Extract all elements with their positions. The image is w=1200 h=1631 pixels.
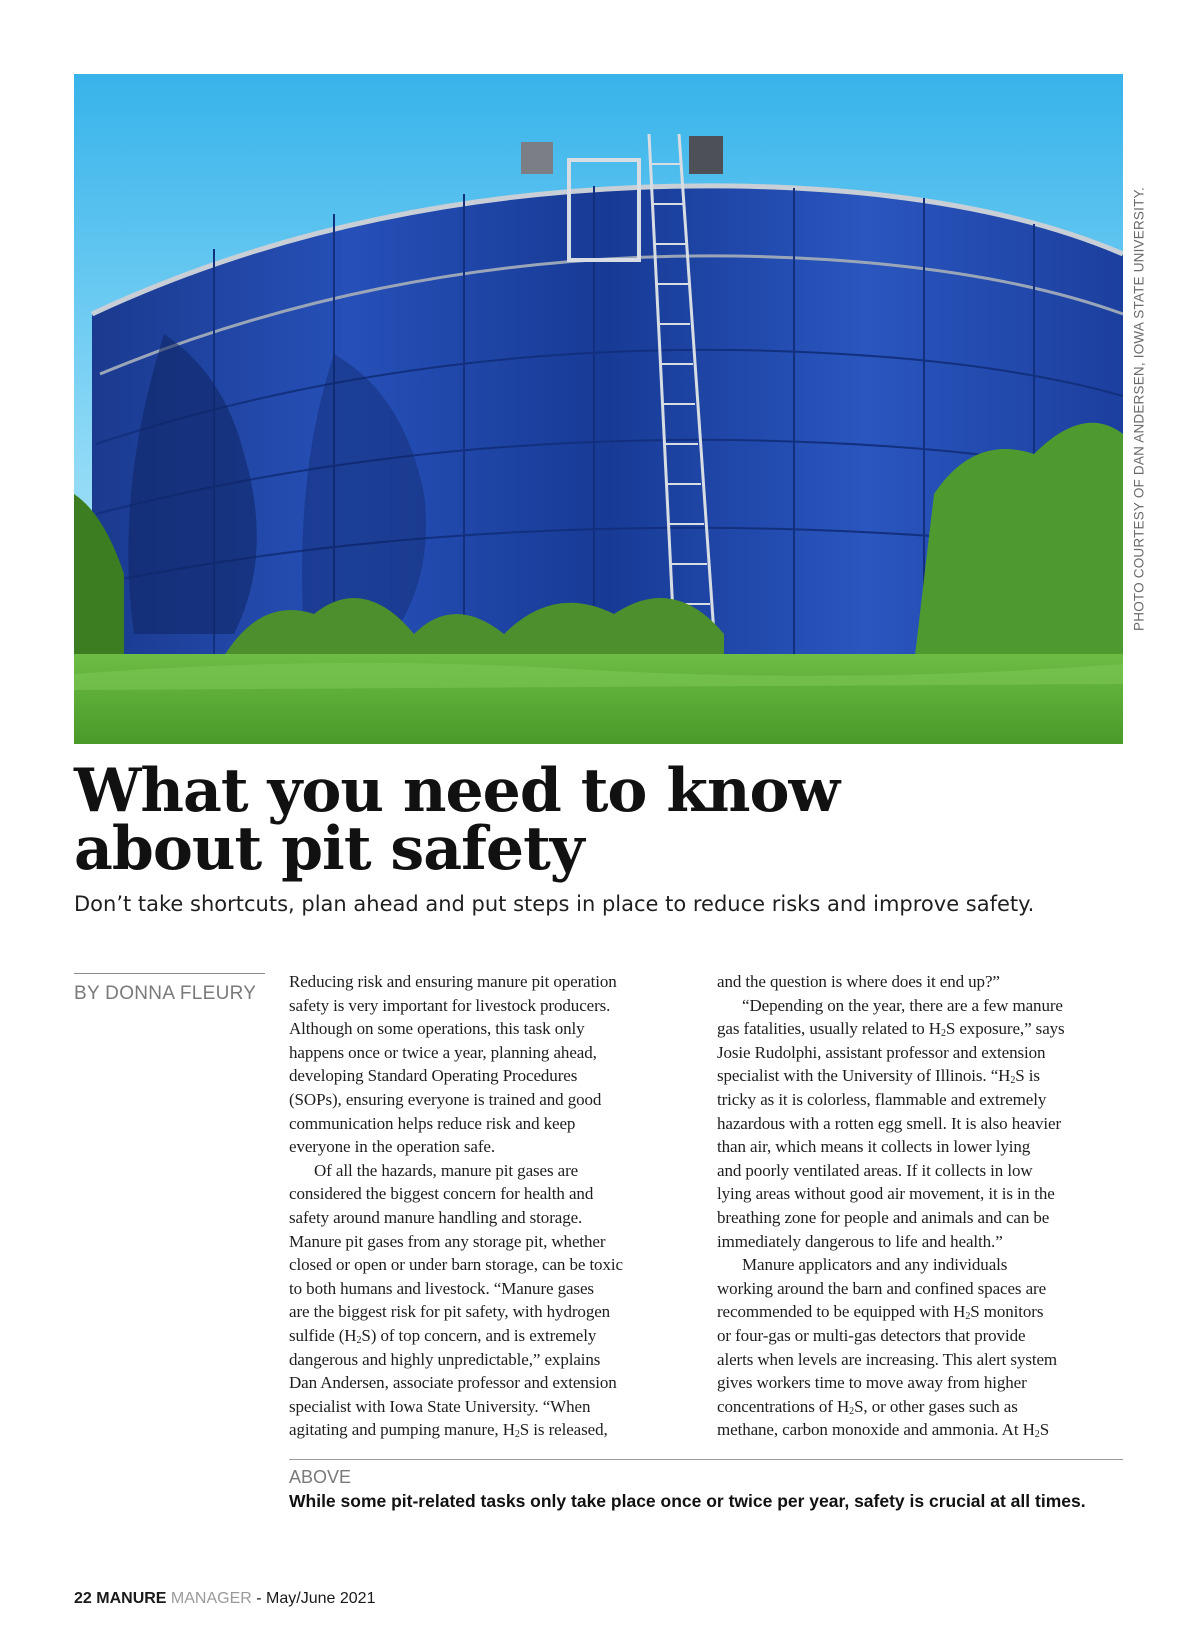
body-text-line (717, 1064, 1122, 1088)
body-text-run: everyone in the operation safe. (289, 1137, 496, 1157)
subscript: 2 (1034, 1429, 1040, 1441)
subscript: 2 (849, 1405, 855, 1417)
body-text-run: agitating and pumping manure, H (289, 1420, 515, 1440)
body-text-run: developing Standard Operating Procedures (289, 1066, 578, 1086)
body-text-run: breathing zone for people and animals and can be (717, 1207, 1050, 1227)
body-text-run: gas fatalities, usually related to H (717, 1019, 941, 1039)
article-deck: Don’t take shortcuts, plan ahead and put steps in place to reduce risks and improve safety. (74, 892, 1035, 916)
body-text-run: than air, which means it collects in lower lying (717, 1137, 1031, 1157)
body-text-line (717, 1135, 1122, 1159)
body-text-run: S is (1015, 1066, 1040, 1086)
body-text-run: gives workers time to move away from higher (717, 1373, 1027, 1393)
body-text-run: Of all the hazards, manure pit gases are (314, 1160, 579, 1180)
photo-credit (1124, 74, 1154, 744)
body-text-line (289, 1135, 694, 1159)
byline-rule (74, 973, 265, 974)
body-text-line (717, 1371, 1122, 1395)
body-text-run: safety around manure handling and storage. (289, 1207, 583, 1227)
hero-photo-manure-storage-tank (74, 74, 1123, 744)
body-text-line (289, 1230, 694, 1254)
body-text-run: or four-gas or multi-gas detectors that provide (717, 1325, 1026, 1345)
body-text-run: alerts when levels are increasing. This alert system (717, 1349, 1058, 1369)
body-text-run: dangerous and highly unpredictable,” explains (289, 1349, 601, 1369)
caption-label: ABOVE (289, 1467, 352, 1487)
body-text-line (289, 1017, 694, 1041)
body-text-line (289, 1253, 694, 1277)
body-text-run: S, or other gases such as (854, 1396, 1018, 1416)
body-text-line (717, 1230, 1122, 1254)
photo-credit-text: PHOTO COURTESY OF DAN ANDERSEN, IOWA STATE UNIVERSITY. (1131, 187, 1147, 631)
body-text-line (289, 1371, 694, 1395)
body-text-run: recommended to be equipped with H (717, 1302, 966, 1322)
body-text-line (717, 1159, 1122, 1183)
byline: BY DONNA FLEURY (74, 983, 257, 1004)
body-text-run: and poorly ventilated areas. If it collects in low (717, 1160, 1033, 1180)
body-text-line (289, 1159, 694, 1183)
body-text-line (717, 1395, 1122, 1419)
body-text-line (289, 1300, 694, 1324)
body-text-line (717, 1088, 1122, 1112)
body-text-line (289, 1348, 694, 1372)
body-text-run: concentrations of H (717, 1396, 850, 1416)
subscript: 2 (356, 1334, 362, 1346)
folio-page-number: 22 (74, 1590, 92, 1607)
body-text-run: S monitors (970, 1302, 1044, 1322)
page-folio (74, 1590, 375, 1608)
body-text-run: Although on some operations, this task only (289, 1019, 585, 1039)
body-text-run: Reducing risk and ensuring manure pit operation (289, 972, 617, 991)
body-text-run: methane, carbon monoxide and ammonia. At H (717, 1420, 1035, 1440)
body-column-1 (289, 970, 694, 1442)
body-text-line (717, 970, 1122, 994)
body-text-line (717, 994, 1122, 1018)
body-text-run: specialist with the University of Illinois. “H (717, 1066, 1011, 1086)
body-text-run: S is released, (519, 1420, 608, 1440)
body-column-2 (717, 970, 1122, 1442)
body-text-run: Manure applicators and any individuals (742, 1255, 1008, 1275)
body-text-run: working around the barn and confined spaces are (717, 1278, 1047, 1298)
folio-issue: - May/June 2021 (256, 1590, 376, 1607)
body-text-run: (SOPs), ensuring everyone is trained and good (289, 1089, 602, 1109)
subscript: 2 (940, 1028, 946, 1040)
body-text-line (289, 994, 694, 1018)
body-text-run: communication helps reduce risk and keep (289, 1113, 576, 1133)
body-text-line (717, 1418, 1122, 1442)
body-text-run: Dan Andersen, associate professor and extension (289, 1373, 617, 1393)
body-text-run: specialist with Iowa State University. “When (289, 1396, 591, 1416)
body-text-run: are the biggest risk for pit safety, with hydrogen (289, 1302, 611, 1322)
body-text-line (289, 1395, 694, 1419)
body-text-run: sulfide (H (289, 1325, 357, 1345)
body-text-line (717, 1182, 1122, 1206)
body-text-run: immediately dangerous to life and health.” (717, 1231, 1003, 1251)
body-text-run: to both humans and livestock. “Manure gases (289, 1278, 594, 1298)
body-text-line (717, 1112, 1122, 1136)
body-text-line (289, 1324, 694, 1348)
caption-rule (289, 1459, 1123, 1460)
subscript: 2 (965, 1311, 971, 1323)
body-text-run: S) of top concern, and is extremely (361, 1325, 597, 1345)
body-text-run: S exposure,” says (945, 1019, 1065, 1039)
body-text-run: lying areas without good air movement, it is in the (717, 1184, 1055, 1204)
body-text-run: Manure pit gases from any storage pit, whether (289, 1231, 606, 1251)
body-text-line (289, 1182, 694, 1206)
body-text-run: S (1039, 1420, 1050, 1440)
body-text-run: Josie Rudolphi, assistant professor and extension (717, 1042, 1046, 1062)
body-text-line (717, 1017, 1122, 1041)
subscript: 2 (514, 1429, 520, 1441)
caption-text: While some pit-related tasks only take place once or twice per year, safety is crucial at all times. (289, 1491, 1086, 1511)
body-text-run: happens once or twice a year, planning ahead, (289, 1042, 597, 1062)
body-text-line (717, 1324, 1122, 1348)
folio-magazine-light: MANAGER (170, 1590, 252, 1607)
body-text-line (289, 1112, 694, 1136)
headline-line-2: about pit safety (74, 814, 584, 884)
body-text-run: hazardous with a rotten egg smell. It is also heavier (717, 1113, 1062, 1133)
body-text-line (289, 1041, 694, 1065)
body-text-line (289, 1206, 694, 1230)
subscript: 2 (1010, 1075, 1016, 1087)
body-text-line (289, 1277, 694, 1301)
headline-line-1: What you need to know (74, 756, 840, 826)
body-text-line (717, 1348, 1122, 1372)
body-text-run: safety is very important for livestock producers. (289, 995, 611, 1015)
folio-magazine-bold: MANURE (96, 1590, 167, 1607)
body-text-line (717, 1300, 1122, 1324)
body-text-line (717, 1041, 1122, 1065)
body-text-line (717, 1206, 1122, 1230)
article-headline (74, 756, 1124, 884)
body-text-line (289, 1418, 694, 1442)
body-text-run: “Depending on the year, there are a few manure (742, 995, 1063, 1015)
body-text-line (289, 1088, 694, 1112)
body-text-run: closed or open or under barn storage, can be toxic (289, 1255, 623, 1275)
body-text-run: tricky as it is colorless, flammable and extremely (717, 1089, 1047, 1109)
body-text-run: considered the biggest concern for health and (289, 1184, 594, 1204)
body-text-line (717, 1253, 1122, 1277)
body-text-line (289, 970, 694, 994)
body-text-line (289, 1064, 694, 1088)
body-text-run: and the question is where does it end up?” (717, 972, 1000, 991)
body-text-line (717, 1277, 1122, 1301)
